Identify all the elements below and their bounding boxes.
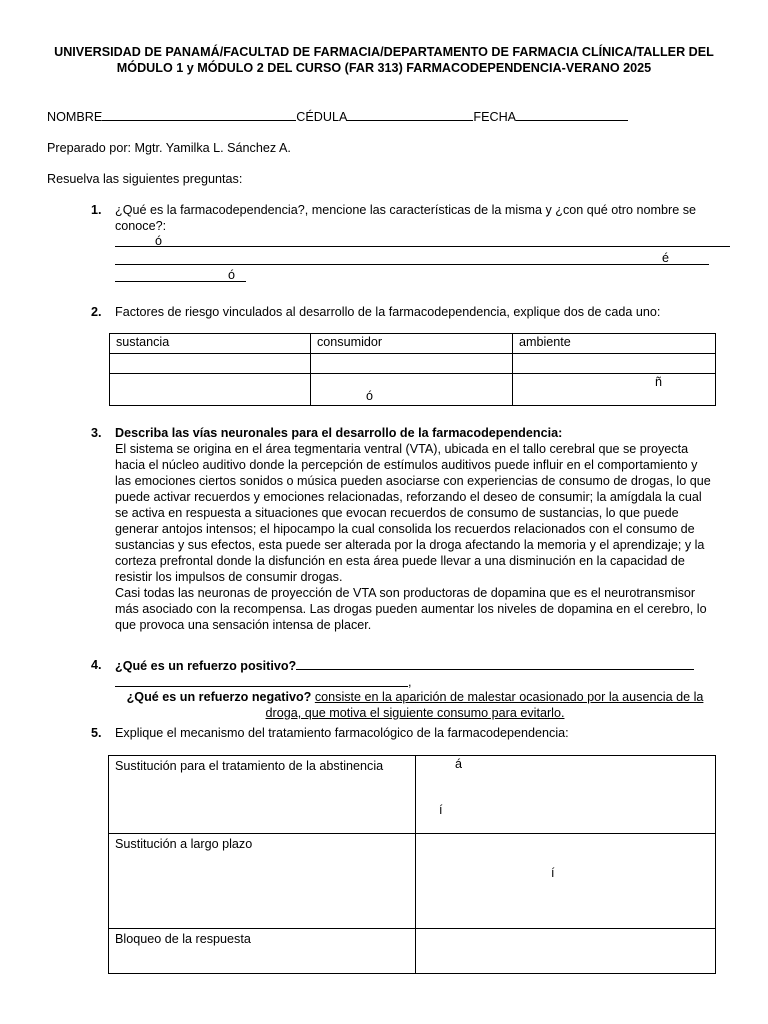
q4-positive-answer-line-2[interactable]: [115, 686, 408, 687]
fecha-field[interactable]: [516, 108, 628, 121]
q1-answer-line-1[interactable]: [115, 246, 730, 247]
q5-stray-char-3: í: [551, 866, 555, 880]
q1-text-line-2: conoce?:: [115, 219, 167, 233]
q2-stray-char-1: ó: [366, 389, 374, 403]
risk-factors-table: [109, 333, 716, 406]
q4-negative: [115, 689, 715, 721]
fecha-label: FECHA: [473, 110, 517, 124]
instructions: Resuelva las siguientes preguntas:: [47, 172, 243, 186]
q4-positive: [115, 657, 694, 674]
q4-negative-question: ¿Qué es un refuerzo negativo?: [126, 690, 312, 704]
prepared-by: Preparado por: Mgtr. Yamilka L. Sánchez A.: [47, 141, 291, 155]
q5-stray-char-1: á: [455, 757, 463, 771]
q3-answer-line: hacia el núcleo auditivo donde la percepción de estímulos auditivos puede influir en el comportamiento y: [115, 458, 698, 472]
q1-stray-char-1: ó: [155, 234, 163, 248]
q2-text: Factores de riesgo vinculados al desarrollo de la farmacodependencia, explique dos de cada uno:: [115, 305, 661, 319]
q4-negative-answer-1: consiste en la aparición de malestar ocasionado por la ausencia de la: [314, 690, 704, 704]
risk-cell[interactable]: [513, 354, 716, 374]
cedula-label: CÉDULA: [296, 110, 348, 124]
q4-positive-question: ¿Qué es un refuerzo positivo?: [115, 659, 297, 673]
q2-stray-char-2: ñ: [655, 375, 663, 389]
q5-number: 5.: [91, 726, 102, 740]
title-line-1: UNIVERSIDAD DE PANAMÁ/FACULTAD DE FARMACIA/DEPARTAMENTO DE FARMACIA CLÍNICA/TALLER DEL: [54, 45, 714, 59]
q3-answer-line: puede activar recuerdos y emociones relacionadas, reforzando el deseo de consumir; la amígdala la cual: [115, 490, 702, 504]
q1-stray-char-2: é: [662, 251, 670, 265]
treatment-row-label: Sustitución a largo plazo: [109, 834, 416, 929]
q1-answer-line-2[interactable]: [115, 264, 709, 265]
q1-stray-char-3: ó: [228, 268, 236, 282]
q5-text: Explique el mecanismo del tratamiento farmacológico de la farmacodependencia:: [115, 726, 569, 740]
q3-answer-line: más asociado con la recompensa. Las drogas pueden aumentar los niveles de dopamina en el cerebro, lo: [115, 602, 707, 616]
treatment-answer-cell[interactable]: [416, 929, 716, 974]
treatment-row-label: Sustitución para el tratamiento de la abstinencia: [109, 756, 416, 834]
treatment-table: [108, 755, 716, 974]
risk-cell[interactable]: [513, 374, 716, 406]
risk-cell[interactable]: [110, 374, 311, 406]
risk-header-sustancia: sustancia: [110, 334, 311, 354]
q3-answer-line: corteza prefrontal donde la disfunción en esta área puede llevar a una disminución en la capacidad de: [115, 554, 685, 568]
document-title: [40, 44, 728, 76]
q3-answer-line: se activa en respuesta a situaciones que evocan recuerdos de consumo de sustancias, lo que puede: [115, 506, 679, 520]
q3-answer-line: Casi todas las neuronas de proyección de VTA son productoras de dopamina que es el neurotransmisor: [115, 586, 696, 600]
q3-answer-line: que provoca una sensación intensa de placer.: [115, 618, 372, 632]
nombre-field[interactable]: [102, 108, 296, 121]
q3-answer-line: resistir los impulsos de consumir drogas.: [115, 570, 343, 584]
q2-number: 2.: [91, 305, 102, 319]
q4-positive-answer-line[interactable]: [296, 657, 694, 670]
q4-comma: ,: [408, 675, 412, 689]
risk-cell[interactable]: [311, 374, 513, 406]
q4-number: 4.: [91, 658, 102, 672]
q1-text-line-1: ¿Qué es la farmacodependencia?, mencione las características de la misma y ¿con qué otro nombre se: [115, 203, 696, 217]
q4-negative-answer-2: droga, que motiva el siguiente consumo para evitarlo.: [265, 706, 565, 720]
q3-answer-line: las emociones ciertos sonidos o música pueden asociarse con experiencias de consumo de drogas, lo que: [115, 474, 711, 488]
treatment-answer-cell[interactable]: [416, 834, 716, 929]
q3-answer-line: generar antojos intensos; el hipocampo la cual consolida los recuerdos relacionados con el consumo de: [115, 522, 695, 536]
q3-answer-line: sustancias y sus efectos, esta puede ser alterada por la droga afectando la memoria y el aprendizaje; y la: [115, 538, 705, 552]
treatment-row-label: Bloqueo de la respuesta: [109, 929, 416, 974]
q5-stray-char-2: í: [439, 803, 443, 817]
risk-header-ambiente: ambiente: [513, 334, 716, 354]
q1-number: 1.: [91, 203, 102, 217]
cedula-field[interactable]: [347, 108, 473, 121]
q3-answer: [115, 441, 727, 633]
risk-cell[interactable]: [110, 354, 311, 374]
risk-header-consumidor: consumidor: [311, 334, 513, 354]
title-line-2: MÓDULO 1 y MÓDULO 2 DEL CURSO (FAR 313) FARMACODEPENDENCIA-VERANO 2025: [116, 61, 652, 75]
nombre-label: NOMBRE: [47, 110, 103, 124]
risk-cell[interactable]: [311, 354, 513, 374]
q3-title: Describa las vías neuronales para el desarrollo de la farmacodependencia:: [115, 426, 563, 440]
q1-answer-line-3[interactable]: [115, 281, 246, 282]
q3-number: 3.: [91, 426, 102, 440]
student-fields: [47, 108, 628, 125]
q3-answer-line: El sistema se origina en el área tegmentaria ventral (VTA), ubicada en el tallo cerebral que se proyecta: [115, 442, 689, 456]
